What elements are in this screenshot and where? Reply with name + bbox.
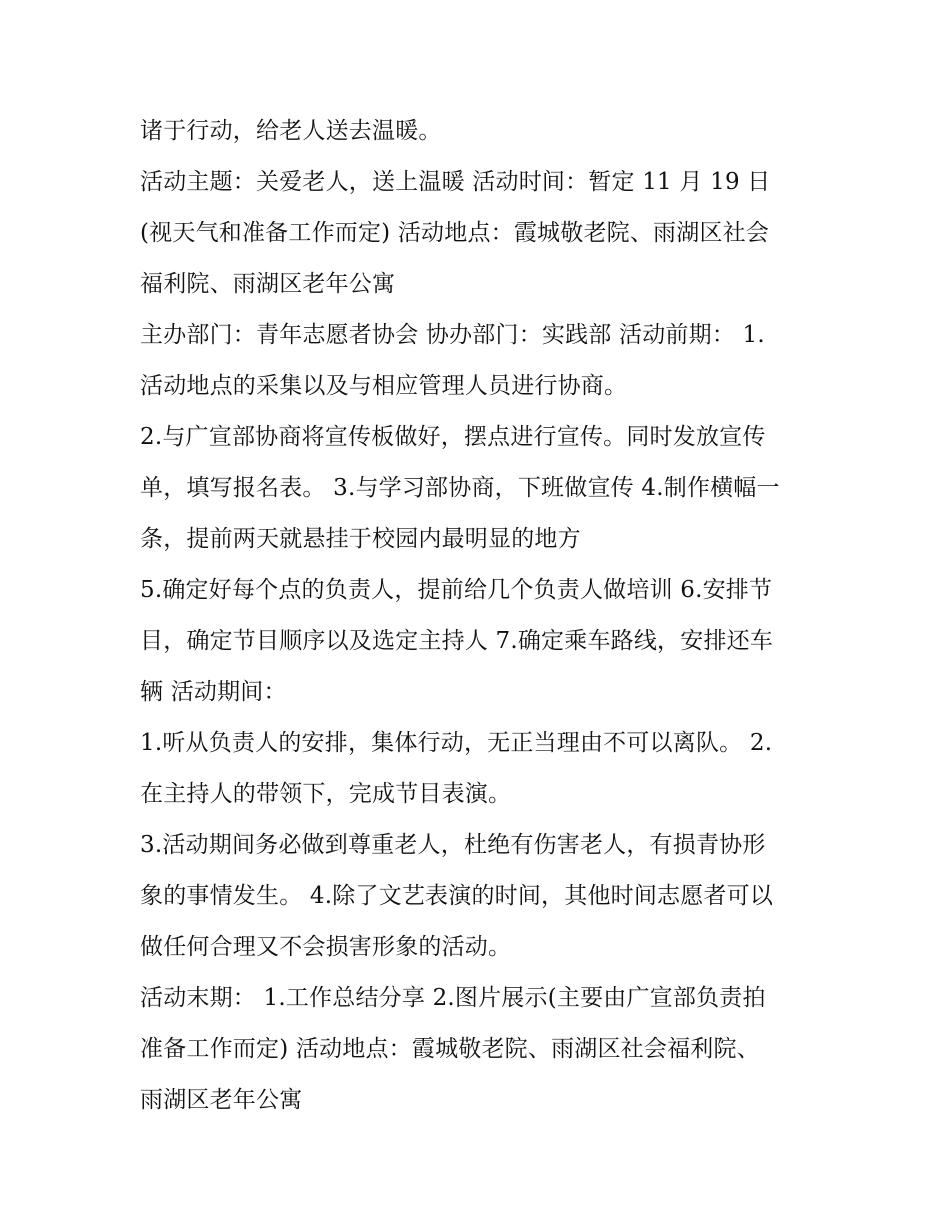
text-line: 活动地点的采集以及与相应管理人员进行协商。	[140, 373, 628, 399]
text-line: 活动末期： 1.工作总结分享 2.图片展示(主要由广宣部负责拍	[140, 985, 766, 1011]
text-line: 主办部门：青年志愿者协会 协办部门：实践部 活动前期： 1.	[140, 322, 765, 348]
text-line: 福利院、雨湖区老年公寓	[140, 271, 396, 297]
text-line: 条，提前两天就悬挂于校园内最明显的地方	[140, 526, 581, 552]
text-line: (视天气和准备工作而定) 活动地点：霞城敬老院、雨湖区社会	[140, 220, 770, 246]
document-body	[140, 106, 820, 1126]
text-line: 3.活动期间务必做到尊重老人，杜绝有伤害老人，有损青协形	[140, 832, 766, 858]
text-line: 象的事情发生。 4.除了文艺表演的时间，其他时间志愿者可以	[140, 883, 774, 909]
text-line: 诸于行动，给老人送去温暖。	[140, 118, 442, 144]
text-line: 活动主题：关爱老人，送上温暖 活动时间：暂定 11 月 19 日	[140, 169, 771, 195]
text-line: 准备工作而定) 活动地点：霞城敬老院、雨湖区社会福利院、	[140, 1036, 760, 1062]
text-line: 做任何合理又不会损害形象的活动。	[140, 934, 512, 960]
text-line: 单，填写报名表。 3.与学习部协商，下班做宣传 4.制作横幅一	[140, 475, 780, 501]
text-line: 目，确定节目顺序以及选定主持人 7.确定乘车路线，安排还车	[140, 628, 774, 654]
text-line: 在主持人的带领下，完成节目表演。	[140, 781, 512, 807]
text-line: 辆 活动期间：	[140, 679, 287, 705]
text-line: 雨湖区老年公寓	[140, 1087, 303, 1113]
text-line: 1.听从负责人的安排，集体行动，无正当理由不可以离队。 2.	[140, 730, 773, 756]
text-line: 2.与广宣部协商将宣传板做好，摆点进行宣传。同时发放宣传	[140, 424, 766, 450]
text-line: 5.确定好每个点的负责人，提前给几个负责人做培训 6.安排节	[140, 577, 773, 603]
